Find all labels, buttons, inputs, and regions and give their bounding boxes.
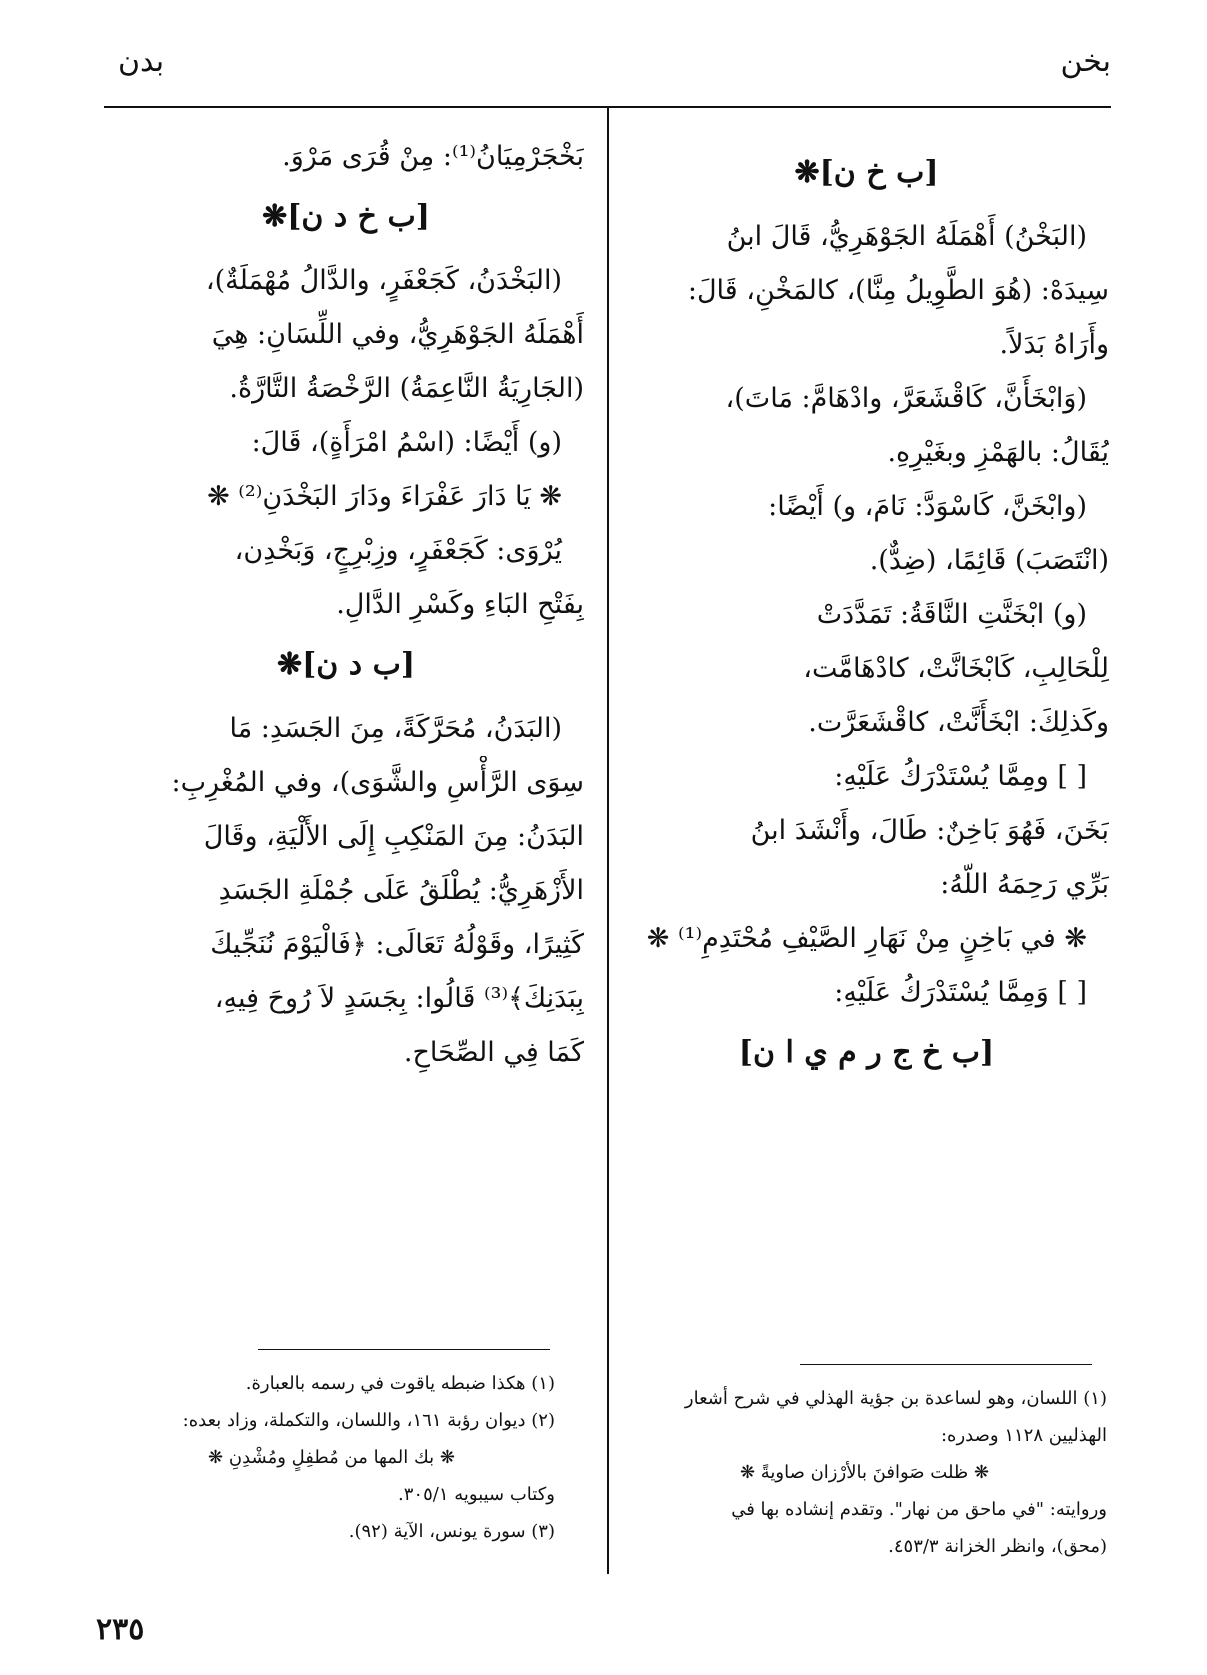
footnote-rule-right <box>800 1364 1092 1365</box>
text-line: بِبَدَنِكَ﴾⁽³⁾ قَالُوا: بِجَسَدٍ لاَ رُوحَ فِيهِ، <box>214 983 584 1014</box>
page-number: ٢٣٥ <box>96 1612 145 1647</box>
text-line: البَدَنُ: مِنَ المَنْكِبِ إِلَى الأَلْيَةِ، وقَالَ <box>203 821 584 852</box>
footnote-line: (محق)، وانظر الخزانة ٤٥٣/٣. <box>888 1536 1107 1557</box>
left-column <box>108 130 584 1080</box>
text-line: الأَزْهَرِيُّ: يُطْلَقُ عَلَى جُمْلَةِ الجَسَدِ <box>218 875 584 906</box>
footnote-line: (١) هكذا ضبطه ياقوت في رسمه بالعبارة. <box>245 1373 555 1394</box>
text-line: وكَذلِكَ: ابْخَأَنَّتْ، كاقْشَعَرَّت. <box>808 707 1109 738</box>
entry-heading: [ب خ ن]❋ <box>794 155 939 190</box>
footnote-rule-left <box>258 1349 550 1350</box>
text-line: يُقَالُ: بالهَمْزِ وبغَيْرِهِ. <box>887 437 1109 468</box>
footnote-line: وروايته: "في ماحق من نهار". وتقدم إنشاده بها في <box>731 1499 1107 1520</box>
footnote-verse: ❋ ظلت صَوافنَ بالأرْزان صاويةً ❋ <box>739 1462 990 1483</box>
text-line: كَمَا فِي الصِّحَاحِ. <box>403 1037 584 1068</box>
footnote-line: (٣) سورة يونس، الآية (٩٢). <box>348 1521 555 1542</box>
text-line: (وابْخَنَّ، كَاسْوَدَّ: نَامَ، و) أَيْضًا: <box>768 491 1087 522</box>
running-head-left: بدن <box>118 44 165 79</box>
text-line: (الجَارِيَةُ النَّاعِمَةُ) الرَّخْصَةُ التَّارَّةُ. <box>229 373 584 404</box>
entry-heading: [ب خ ج ر م ي ا ن] <box>738 1035 995 1070</box>
text-line: بَرِّي رَحِمَهُ اللّهُ: <box>940 869 1109 900</box>
text-line: أَهْمَلَهُ الجَوْهَرِيُّ، وفي اللِّسَانِ: هِيَ <box>211 319 584 350</box>
footnote-verse: ❋ بك المها من مُطفِلٍ ومُشْدِنِ ❋ <box>208 1447 455 1468</box>
right-column <box>624 140 1109 1090</box>
footnotes-right <box>622 1380 1107 1565</box>
text-line: (انْتَصَبَ) قَائِمًا، (ضِدٌّ). <box>869 545 1109 576</box>
text-line: وأَرَاهُ بَدَلاً. <box>999 329 1109 360</box>
text-line: لِلْحَالِبِ، كَابْخَانَّتْ، كادْهَامَّت، <box>803 653 1109 684</box>
text-line: بِفَتْحِ البَاءِ وكَسْرِ الدَّالِ. <box>336 589 584 620</box>
entry-heading: [ب خ د ن]❋ <box>262 199 430 234</box>
text-line: يُرْوَى: كَجَعْفَرٍ، وزِبْرِجٍ، وَبَخْدِن، <box>234 535 562 566</box>
verse-line: ❋ يَا دَارَ عَفْرَاءَ ودَارَ البَخْدَنِ⁽²⁾ ❋ <box>207 481 562 512</box>
footnote-line: وكتاب سيبويه ٣٠٥/١. <box>398 1484 555 1505</box>
running-head-right: بخن <box>1060 44 1111 79</box>
column-divider <box>607 106 609 1574</box>
text-line: بَخْجَرْمِيَانُ⁽¹⁾: مِنْ قُرَى مَرْوَ. <box>282 141 584 172</box>
entry-heading: [ب د ن]❋ <box>276 647 416 682</box>
text-line: [ ] ومِمَّا يُسْتَدْرَكُ عَلَيْهِ: <box>834 761 1087 792</box>
text-line: سِيدَهْ: (هُوَ الطَّوِيلُ مِنَّا)، كالمَخْنِ، قَالَ: <box>687 275 1109 306</box>
text-line: (وَابْخَأَنَّ، كَاقْشَعَرَّ، وادْهَامَّ: مَاتَ)، <box>725 383 1087 414</box>
verse-line: ❋ في بَاخِنٍ مِنْ نَهَارِ الصَّيْفِ مُحْتَدِمِ⁽¹⁾ ❋ <box>646 923 1087 954</box>
text-line: [ ] وَمِمَّا يُسْتَدْرَكُ عَلَيْهِ: <box>834 977 1087 1008</box>
text-line: (البَدَنُ، مُحَرَّكَةً، مِنَ الجَسَدِ: مَا <box>229 713 562 744</box>
text-line: (و) أَيْضًا: (اسْمُ امْرَأَةٍ)، قَالَ: <box>251 427 562 458</box>
text-line: (البَخْدَنُ، كَجَعْفَرٍ، والدَّالُ مُهْمَلَةٌ)، <box>205 265 562 296</box>
text-line: (و) ابْخَنَّتِ النَّاقَةُ: تَمَدَّدَتْ <box>816 599 1087 630</box>
text-line: (البَخْنُ) أَهْمَلَهُ الجَوْهَرِيُّ، قَالَ ابنُ <box>726 221 1087 252</box>
footnote-line: (٢) ديوان رؤبة ١٦١، واللسان، والتكملة، وزاد بعده: <box>182 1410 555 1431</box>
text-line: بَخَنَ، فَهُوَ بَاخِنٌ: طَالَ، وأَنْشَدَ ابنُ <box>750 815 1109 846</box>
text-line: سِوَى الرَّأْسِ والشَّوَى)، وفي المُغْرِبِ: <box>171 767 584 798</box>
footnote-line: الهذليين ١١٢٨ وصدره: <box>940 1425 1107 1446</box>
footnote-line: (١) اللسان، وهو لساعدة بن جؤية الهذلي في شرح أشعار <box>684 1388 1107 1409</box>
footnotes-left <box>108 1365 555 1550</box>
text-line: كَثِيرًا، وقَوْلُهُ تَعَالَى: ﴿فَالْيَوْمَ نُنَجِّيكَ <box>210 929 584 960</box>
